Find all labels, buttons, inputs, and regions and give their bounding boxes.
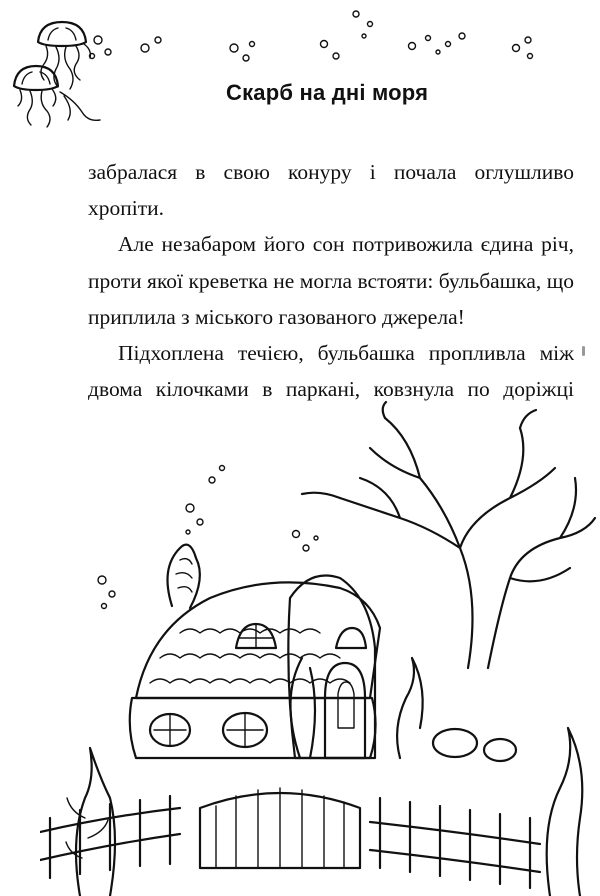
margin-mark xyxy=(582,346,585,356)
jellyfish-and-bubbles-icon xyxy=(0,0,600,150)
running-title: Скарб на дні моря xyxy=(226,80,429,105)
paragraph-text: Підхоплена течією, бульбашка пропливла між двома кілочками в паркані, ковзнула по доріжці xyxy=(88,341,574,402)
paragraph-text: забралася в свою конуру і почала оглушливо хропіти. xyxy=(88,160,574,221)
paragraph-text: Але незабаром його сон потривожила єдина річ, проти якої креветка не могла встояти: бульбашка, що приплила з міського газованого джерела! xyxy=(88,232,574,329)
body-text xyxy=(88,154,574,407)
paragraph-1 xyxy=(88,154,574,226)
paragraph-2 xyxy=(88,226,574,335)
paragraph-3 xyxy=(88,335,574,407)
underwater-house-coral-illustration xyxy=(40,398,600,896)
